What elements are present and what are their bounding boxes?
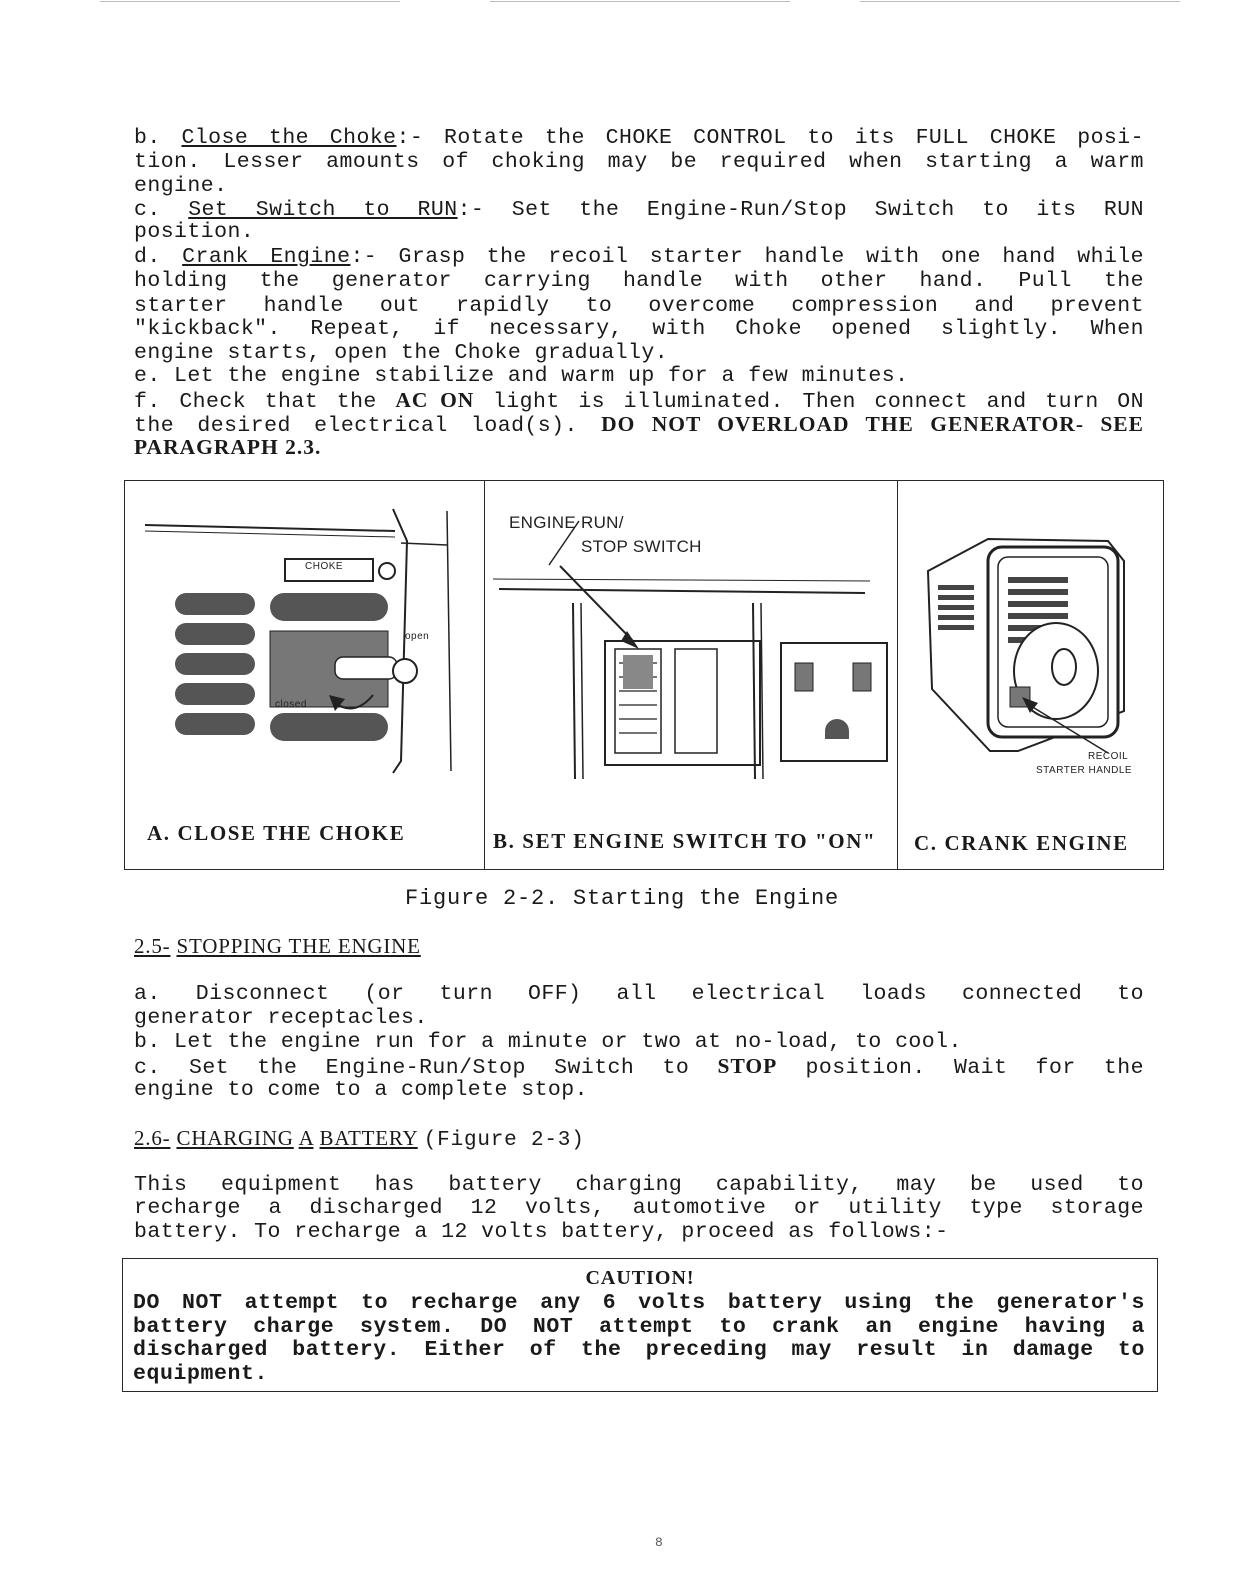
step-b: b. Close the Choke:- Rotate the CHOKE CONTROL to its FULL CHOKE posi- [134, 126, 1144, 150]
ac-on-text: AC ON [395, 388, 475, 412]
stop-step-b: b. Let the engine run for a minute or two at no-load, to cool. [134, 1030, 962, 1054]
step-b-cont2: engine. [134, 174, 228, 198]
scan-edge-line [490, 1, 790, 2]
step-f-l2: the desired electrical load(s). DO NOT OVERLOAD THE GENERATOR- SEE [134, 412, 1144, 438]
stop-switch-label: STOP SWITCH [581, 537, 702, 556]
charging-p3: battery. To recharge a 12 volts battery, proceed as follows:- [134, 1220, 949, 1244]
caption-c: C. CRANK ENGINE [914, 831, 1129, 855]
step-c-title: Set Switch to RUN [188, 198, 458, 222]
starter-handle-label: STARTER HANDLE [1036, 765, 1133, 776]
charging-p2: recharge a discharged 12 volts, automotive or utility type storage [134, 1196, 1144, 1220]
overload-warning: DO NOT OVERLOAD THE GENERATOR- SEE [601, 412, 1144, 436]
section-2-5-heading: 2.5- STOPPING THE ENGINE [134, 934, 421, 958]
charging-p1: This equipment has battery charging capability, may be used to [134, 1173, 1144, 1197]
stop-text: STOP [717, 1054, 778, 1078]
panel-a [125, 481, 485, 869]
caution-title: CAUTION! [585, 1267, 695, 1289]
step-d: d. Crank Engine:- Grasp the recoil starter handle with one hand while [134, 245, 1145, 269]
caption-b: B. SET ENGINE SWITCH TO "ON" [493, 829, 877, 853]
recoil-label: RECOIL [1088, 751, 1129, 762]
figure-title: Figure 2-2. Starting the Engine [404, 886, 840, 911]
choke-illustration [125, 481, 485, 781]
caution-line: equipment. [133, 1361, 269, 1386]
step-c: c. Set Switch to RUN:- Set the Engine-Run/Stop Switch to its RUN [134, 198, 1144, 222]
caution-line: battery charge system. DO NOT attempt to crank an engine having a [133, 1314, 1145, 1339]
panel-b [485, 481, 898, 869]
caption-a: A. CLOSE THE CHOKE [147, 821, 406, 845]
stop-step-c: c. Set the Engine-Run/Stop Switch to STOP position. Wait for the [134, 1054, 1144, 1080]
caution-line: discharged battery. Either of the preceding may result in damage to [133, 1338, 1145, 1362]
stop-step-a-cont: generator receptacles. [134, 1006, 428, 1030]
stop-step-a: a. Disconnect (or turn OFF) all electrical loads connected to [134, 982, 1144, 1006]
panel-c [898, 481, 1162, 869]
step-c-cont: position. [134, 220, 255, 244]
step-d-title: Crank Engine [182, 245, 351, 269]
scan-edge-line [860, 1, 1180, 2]
step-d-l4: "kickback". Repeat, if necessary, with Choke opened slightly. When [134, 317, 1144, 341]
page-number: 8 [655, 1535, 663, 1550]
step-b-title: Close the Choke [181, 126, 397, 150]
step-e: e. Let the engine stabilize and warm up for a few minutes. [134, 364, 909, 388]
section-2-6-heading: 2.6- CHARGING A BATTERY (Figure 2-3) [134, 1126, 585, 1152]
step-d-l2: holding the generator carrying handle with other hand. Pull the [134, 269, 1144, 293]
caution-line: DO NOT attempt to recharge any 6 volts battery using the generator's [133, 1291, 1145, 1315]
scan-edge-line [100, 1, 400, 2]
open-label: open [405, 631, 430, 642]
caution-body [133, 1292, 1145, 1386]
recoil-illustration [898, 481, 1162, 781]
paragraph-ref: PARAGRAPH 2.3. [134, 435, 322, 459]
step-d-l3: starter handle out rapidly to overcome compression and prevent [134, 294, 1144, 318]
step-b-cont: tion. Lesser amounts of choking may be required when starting a warm [134, 150, 1144, 174]
caution-box [122, 1258, 1158, 1392]
figure-2-2 [124, 480, 1164, 870]
stop-step-c-cont: engine to come to a complete stop. [134, 1078, 588, 1102]
step-d-l5: engine starts, open the Choke gradually. [134, 341, 669, 365]
engine-run-label: ENGINE RUN/ [509, 513, 624, 532]
step-f: f. Check that the AC ON light is illuminated. Then connect and turn ON [134, 388, 1144, 414]
closed-label: closed [275, 699, 307, 710]
choke-label: CHOKE [305, 561, 344, 572]
step-f-l3 [134, 436, 1144, 462]
